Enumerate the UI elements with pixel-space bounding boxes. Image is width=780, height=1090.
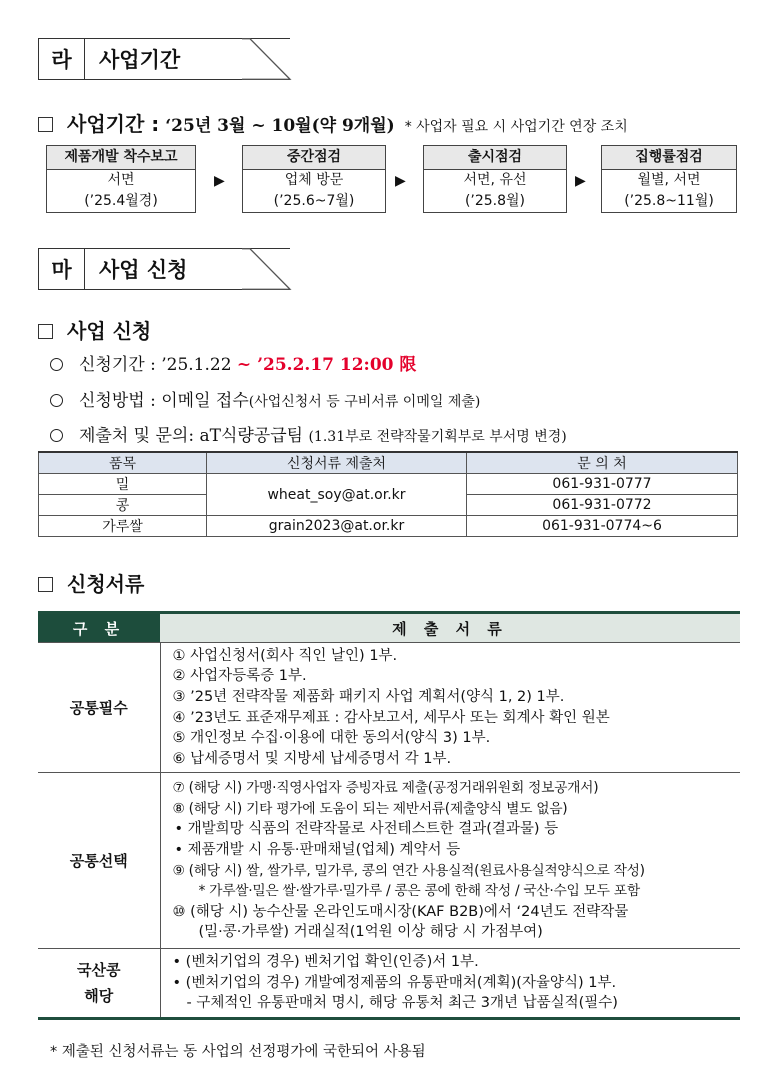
stage-title: 집행률점검 — [602, 146, 736, 170]
list-item: ② 사업자등록증 1부. — [172, 668, 307, 685]
checkbox-square-icon — [38, 577, 53, 592]
items-cell — [160, 949, 740, 1019]
table-row — [38, 773, 740, 949]
section-header-ra — [38, 38, 290, 80]
phone-cell: 061-931-0777 — [467, 474, 738, 495]
list-item: - 구체적인 유통판매처 명시, 해당 유통처 최근 3개년 납품실적(필수) — [186, 995, 618, 1012]
items-cell — [160, 773, 740, 949]
documents-table — [38, 611, 740, 1020]
email-cell[interactable]: wheat_soy@at.or.kr — [207, 474, 467, 516]
stage-method: 서면 — [107, 172, 135, 188]
deadline-value: ~ ’25.2.17 12:00 限 — [236, 355, 417, 375]
documents-heading-label: 신청서류 — [67, 572, 145, 596]
stage-title: 출시점검 — [424, 146, 566, 170]
application-heading-label: 사업 신청 — [67, 319, 152, 343]
timeline-stage — [601, 145, 737, 213]
section-header-ma — [38, 248, 290, 290]
list-item: • (벤처기업의 경우) 개발예정제품의 유통판매처(계획)(자율양식) 1부. — [172, 974, 617, 991]
category-cell: 공통필수 — [38, 643, 160, 773]
list-item: (밀·콩·가루쌀) 거래실적(1억원 이상 해당 시 가점부여) — [198, 924, 543, 941]
application-method-line — [50, 386, 480, 411]
method-label: 신청방법 : 이메일 접수 — [79, 391, 249, 411]
item-cell: 가루쌀 — [39, 516, 207, 537]
tab-slant-shape — [242, 248, 292, 290]
period-label: 신청기간 : ’25.1.22 — [79, 355, 237, 375]
list-item: ⑨ (해당 시) 쌀, 쌀가루, 밀가루, 콩의 연간 사용실적(원료사용실적양식으로 작성) — [172, 862, 645, 879]
bullet-circle-icon — [50, 394, 63, 407]
list-item: • 제품개발 시 유통·판매채널(업체) 계약서 등 — [174, 841, 461, 858]
list-item: ⑩ (해당 시) 농수산물 온라인도매시장(KAF B2B)에서 ‘24년도 전략작물 — [172, 903, 629, 920]
section-letter: 마 — [38, 248, 84, 290]
list-item: ⑦ (해당 시) 가맹·직영사업자 증빙자료 제출(공정거래위원회 정보공개서) — [172, 780, 599, 797]
stage-method: 서면, 유선 — [463, 172, 527, 188]
contact-note: (1.31부로 전략작물기획부로 부서명 변경) — [308, 429, 567, 445]
method-note: (사업신청서 등 구비서류 이메일 제출) — [248, 394, 481, 410]
table-row — [38, 949, 740, 1019]
category-cell — [38, 949, 160, 1019]
contact-label: 제출처 및 문의: aT식량공급팀 — [79, 426, 309, 446]
contact-table — [38, 451, 738, 537]
phone-cell: 061-931-0772 — [467, 495, 738, 516]
column-header: 문 의 처 — [467, 452, 738, 474]
stage-method: 업체 방문 — [284, 172, 344, 188]
period-note: * 사업자 필요 시 사업기간 연장 조치 — [404, 119, 628, 135]
section-title: 사업 신청 — [84, 248, 290, 290]
category-line: 해당 — [84, 987, 114, 1005]
right-arrow-icon: ▶ — [575, 173, 586, 189]
checkbox-square-icon — [38, 324, 53, 339]
category-line: 국산콩 — [77, 961, 121, 979]
stage-date: (’25.8월) — [464, 193, 526, 209]
section-title: 사업기간 — [84, 38, 290, 80]
table-row — [38, 643, 740, 773]
application-contact-line — [50, 421, 567, 446]
period-heading — [38, 108, 628, 137]
list-item: ⑧ (해당 시) 기타 평가에 도움이 되는 제반서류(제출양식 별도 없음) — [172, 800, 568, 817]
application-heading — [38, 315, 151, 344]
column-header: 제 출 서 류 — [160, 613, 740, 643]
list-item: ⑥ 납세증명서 및 지방세 납세증명서 각 1부. — [172, 750, 452, 767]
stage-title: 중간점검 — [243, 146, 385, 170]
bullet-circle-icon — [50, 429, 63, 442]
period-label: 사업기간 : — [67, 112, 160, 136]
phone-cell: 061-931-0774~6 — [467, 516, 738, 537]
stage-title: 제품개발 착수보고 — [47, 146, 195, 170]
list-item: * 가루쌀·밀은 쌀·쌀가루·밀가루 / 콩은 콩에 한해 작성 / 국산·수입 모두 포함 — [198, 883, 640, 900]
list-item: ③ ’25년 전략작물 제품화 패키지 사업 계획서(양식 1, 2) 1부. — [172, 688, 565, 705]
footnote: * 제출된 신청서류는 동 사업의 선정평가에 국한되어 사용됨 — [50, 1044, 426, 1060]
period-detail: ‘25년 3월 ~ 10월(약 9개월) — [165, 116, 395, 136]
list-item: ④ ’23년도 표준재무제표 : 감사보고서, 세무사 또는 회계사 확인 원본 — [172, 709, 610, 726]
stage-date: (’25.4월경) — [84, 193, 158, 209]
timeline-stage — [423, 145, 567, 213]
application-period-line — [50, 350, 416, 375]
stage-date: (’25.6~7월) — [273, 193, 355, 209]
right-arrow-icon: ▶ — [395, 173, 406, 189]
list-item: • (벤처기업의 경우) 벤처기업 확인(인증)서 1부. — [172, 954, 479, 971]
tab-slant-shape — [242, 38, 292, 80]
list-item: • 개발희망 식품의 전략작물로 사전테스트한 결과(결과물) 등 — [174, 821, 559, 838]
bullet-circle-icon — [50, 358, 63, 371]
timeline-stage — [242, 145, 386, 213]
right-arrow-icon: ▶ — [214, 173, 225, 189]
item-cell: 밀 — [39, 474, 207, 495]
table-row — [39, 516, 738, 537]
table-row — [39, 474, 738, 495]
list-item: ① 사업신청서(회사 직인 날인) 1부. — [172, 647, 398, 664]
item-cell: 콩 — [39, 495, 207, 516]
stage-method: 월별, 서면 — [637, 172, 701, 188]
items-cell — [160, 643, 740, 773]
list-item: ⑤ 개인정보 수집·이용에 대한 동의서(양식 3) 1부. — [172, 730, 491, 747]
stage-date: (’25.8~11월) — [624, 193, 714, 209]
section-letter: 라 — [38, 38, 84, 80]
documents-heading — [38, 568, 144, 597]
email-cell[interactable]: grain2023@at.or.kr — [207, 516, 467, 537]
column-header: 구 분 — [38, 613, 160, 643]
category-cell: 공통선택 — [38, 773, 160, 949]
column-header: 품목 — [39, 452, 207, 474]
column-header: 신청서류 제출처 — [207, 452, 467, 474]
checkbox-square-icon — [38, 117, 53, 132]
timeline-stage — [46, 145, 196, 213]
